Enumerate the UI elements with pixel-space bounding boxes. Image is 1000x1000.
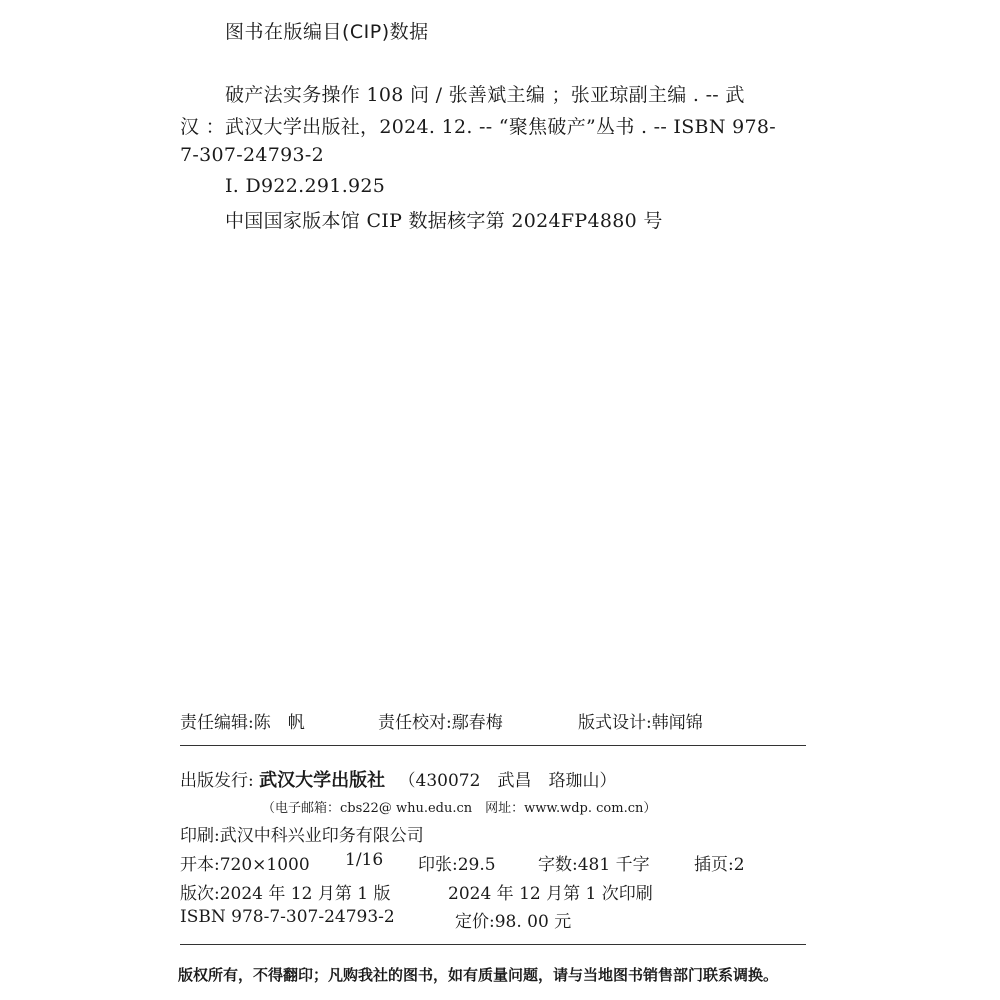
cip-line-5: 中国国家版本馆 CIP 数据核字第 2024FP4880 号 — [225, 210, 663, 232]
publisher-name: 武汉大学出版社 — [259, 770, 386, 791]
proofreader — [378, 708, 503, 733]
cip-line-1: 破产法实务操作 108 问 / 张善斌主编 ；张亚琼副主编 . -- 武 — [225, 84, 745, 106]
divider-bottom — [180, 944, 806, 945]
divider-top — [180, 745, 806, 746]
spec-plates: 插页:2 — [694, 855, 745, 875]
publisher-row — [180, 766, 616, 792]
editor-label: 责任编辑: — [180, 713, 254, 733]
printer: 印刷:武汉中科兴业印务有限公司 — [180, 826, 424, 846]
price: 定价:98. 00 元 — [455, 912, 572, 932]
copyright-notice: 版权所有，不得翻印；凡购我社的图书，如有质量问题，请与当地图书销售部门联系调换。 — [178, 966, 779, 984]
spec-words: 字数:481 千字 — [538, 855, 650, 875]
design-name: 韩闻锦 — [651, 713, 703, 733]
cip-title: 图书在版编目(CIP)数据 — [225, 21, 429, 43]
editor-name: 陈 帆 — [253, 713, 305, 733]
proof-name: 鄢春梅 — [451, 713, 503, 733]
cip-line-3: 7-307-24793-2 — [180, 144, 325, 166]
cip-line-2: 汉 ：武汉大学出版社，2024. 12. -- “聚焦破产”丛书 . -- ISBN 978- — [180, 116, 776, 138]
spec-format: 开本:720×1000 — [180, 855, 310, 875]
proof-label: 责任校对: — [378, 713, 452, 733]
design-label: 版式设计: — [578, 713, 652, 733]
designer — [578, 708, 703, 733]
printing: 2024 年 12 月第 1 次印刷 — [448, 884, 653, 904]
credits-row — [180, 708, 305, 733]
isbn: ISBN 978-7-307-24793-2 — [180, 907, 395, 927]
publisher-contact: （电子邮箱：cbs22@ whu.edu.cn 网址：www.wdp. com.cn） — [262, 801, 657, 816]
edition: 版次:2024 年 12 月第 1 版 — [180, 884, 391, 904]
cip-line-4: Ⅰ. D922.291.925 — [225, 175, 386, 197]
spec-sheets: 印张:29.5 — [418, 855, 496, 875]
spec-fold: 1/16 — [345, 850, 384, 870]
publisher-address: （430072 武昌 珞珈山） — [398, 771, 617, 791]
publisher-label: 出版发行: — [180, 771, 254, 791]
